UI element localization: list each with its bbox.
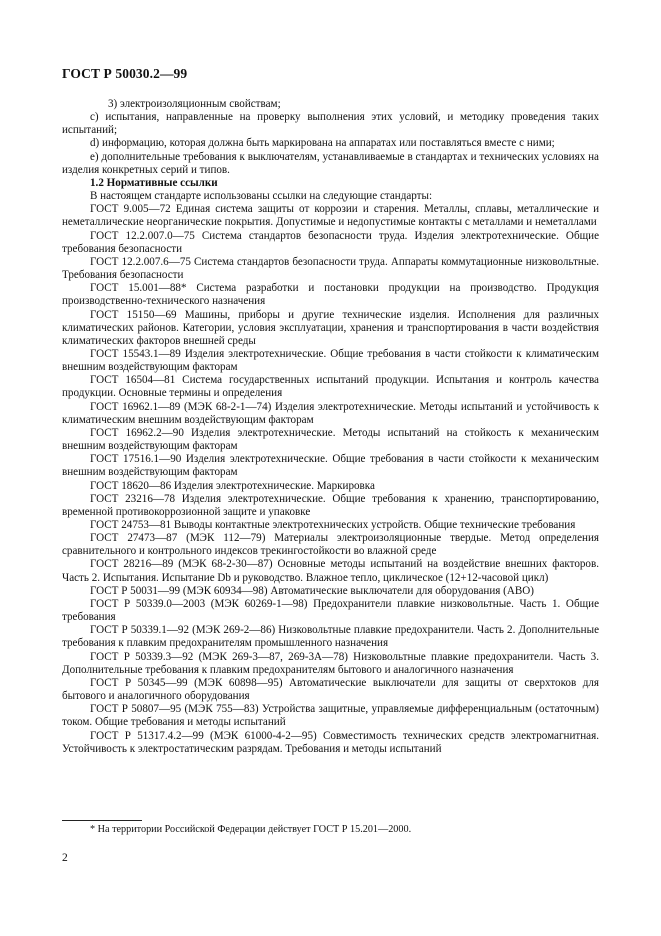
list-item: 3) электроизоляционным свойствам; (108, 98, 281, 110)
reference-item: ГОСТ 16504—81 Система государственных испытаний продукции. Испытания и контроль качества продукции. Основные термины и определения (62, 374, 599, 400)
reference-item: ГОСТ Р 51317.4.2—99 (МЭК 61000-4-2—95) Совместимость технических средств электромагнитная. Устойчивость к электростатическим разрядам. Требования и методы испытаний (62, 729, 599, 755)
reference-item: ГОСТ Р 50339.1—92 (МЭК 269-2—86) Низковольтные плавкие предохранители. Часть 2. Дополнительные требования к плавким предохранителям промышленного назначения (62, 624, 599, 650)
reference-item: ГОСТ 16962.2—90 Изделия электротехнические. Методы испытаний на стойкость к механическим внешним воздействующим факторам (62, 426, 599, 453)
list-item: d) информацию, которая должна быть маркирована на аппаратах или поставляться вместе с ними; (90, 137, 555, 150)
page-number: 2 (62, 852, 68, 864)
reference-item: ГОСТ 23216—78 Изделия электротехнические. Общие требования к хранению, транспортированию, временной противокоррозионной защите и упаковке (62, 492, 599, 518)
reference-item: ГОСТ 28216—89 (МЭК 68-2-30—87) Основные методы испытаний на воздействие внешних факторов. Часть 2. Испытания. Испытание Db и руководство. Влажное тепло, циклическое (12+12-часовой цикл) (62, 558, 599, 584)
reference-item: ГОСТ 27473—87 (МЭК 112—79) Материалы электроизоляционные твердые. Метод определения сравнительного и контрольного индексов трекингостойкости во влажной среде (62, 532, 599, 558)
paragraph: В настоящем стандарте использованы ссылки на следующие стандарты: (90, 190, 433, 203)
list-item: c) испытания, направленные на проверку выполнения этих условий, и методику проведения таких испытаний; (62, 111, 599, 137)
reference-item: ГОСТ Р 50031—99 (МЭК 60934—98) Автоматические выключатели для оборудования (АВО) (90, 584, 534, 597)
reference-item: ГОСТ 18620—86 Изделия электротехнические. Маркировка (90, 479, 375, 492)
reference-item: ГОСТ Р 50339.0—2003 (МЭК 60269-1—98) Предохранители плавкие низковольтные. Часть 1. Общие требования (62, 597, 599, 624)
reference-item: ГОСТ 12.2.007.0—75 Система стандартов безопасности труда. Изделия электротехнические. Общие требования безопасности (62, 229, 599, 255)
reference-item: ГОСТ Р 50339.3—92 (МЭК 269-3—87, 269-3А—78) Низковольтные плавкие предохранители. Часть 3. Дополнительные требования к плавким предохранителям бытового и аналогичного назначения (62, 650, 599, 676)
reference-item: ГОСТ 12.2.007.6—75 Система стандартов безопасности труда. Аппараты коммутационные низковольтные. Требования безопасности (62, 255, 599, 282)
reference-item: ГОСТ 17516.1—90 Изделия электротехнические. Общие требования в части стойкости к механическим внешним воздействующим факторам (62, 453, 599, 479)
document-number-header: ГОСТ Р 50030.2—99 (62, 66, 188, 81)
reference-item: ГОСТ 9.005—72 Единая система защиты от коррозии и старения. Металлы, сплавы, металлические и неметаллические неорганические покрытия. Допустимые и недопустимые контакты с металлами и неметаллами (62, 203, 599, 229)
footnote: * На территории Российской Федерации действует ГОСТ Р 15.201—2000. (90, 824, 412, 835)
reference-item: ГОСТ 15543.1—89 Изделия электротехнические. Общие требования в части стойкости к климатическим внешним воздействующим факторам (62, 347, 599, 374)
reference-item: ГОСТ Р 50345—99 (МЭК 60898—95) Автоматические выключатели для защиты от сверхтоков для бытового и аналогичного оборудования (62, 676, 599, 703)
reference-item: ГОСТ 16962.1—89 (МЭК 68-2-1—74) Изделия электротехнические. Методы испытаний и устойчивость к климатическим внешним воздействующим факторам (62, 400, 599, 426)
reference-item: ГОСТ Р 50807—95 (МЭК 755—83) Устройства защитные, управляемые дифференциальным (остаточным) током. Общие требования и методы испытаний (62, 703, 599, 729)
reference-item: ГОСТ 24753—81 Выводы контактные электротехнических устройств. Общие технические требования (90, 519, 576, 531)
section-heading: 1.2 Нормативные ссылки (90, 176, 218, 189)
footnote-divider (62, 820, 142, 821)
reference-item: ГОСТ 15.001—88* Система разработки и постановки продукции на производство. Продукция производственно-технического назначения (62, 282, 599, 308)
body-text (62, 98, 599, 756)
reference-item: ГОСТ 15150—69 Машины, приборы и другие технические изделия. Исполнения для различных климатических районов. Категории, условия эксплуатации, хранения и транспортирования в части воздействия климатических факторов внешней среды (62, 308, 599, 347)
list-item: e) дополнительные требования к выключателям, устанавливаемые в стандартах и технических условиях на изделия конкретных серий и типов. (62, 150, 599, 176)
